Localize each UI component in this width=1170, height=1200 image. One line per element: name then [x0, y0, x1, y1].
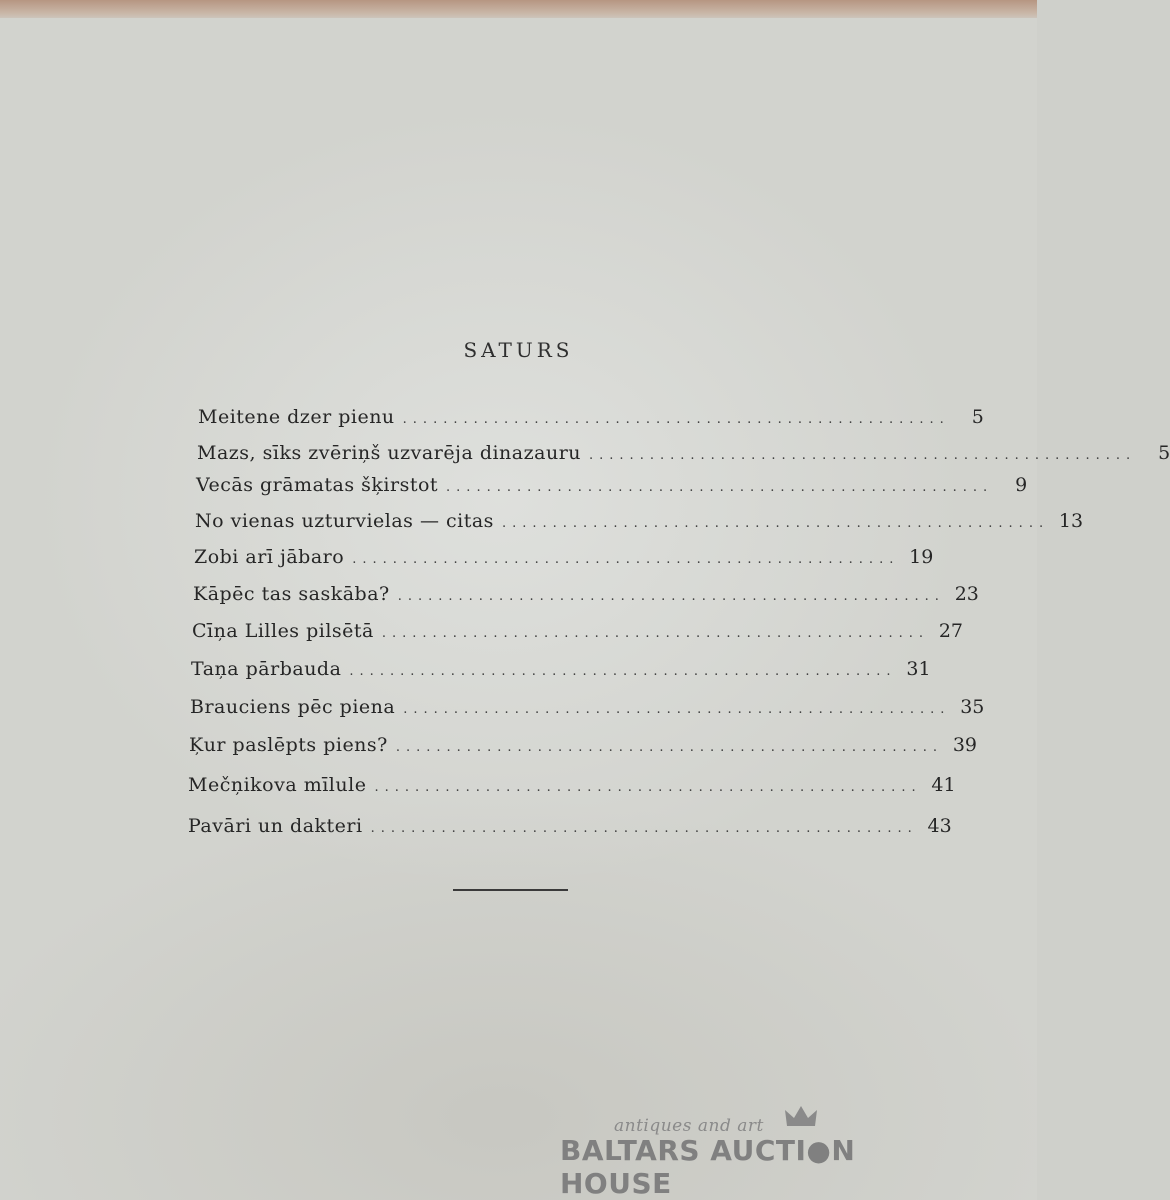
toc-entry-page: 39 [952, 734, 978, 756]
toc-entry-title: Meitene dzer pienu [198, 406, 395, 428]
toc-entry [198, 406, 984, 434]
toc-entry-title: Kāpēc tas saskāba? [193, 583, 390, 605]
auction-watermark [560, 1110, 960, 1200]
toc-entry-title: Vecās grāmatas šķirstot [196, 474, 439, 496]
toc-entry [188, 774, 956, 802]
toc-entry-title: Ķur paslēpts piens? [189, 734, 388, 756]
toc-entry-page: 31 [906, 658, 931, 680]
watermark-tagline: antiques and art [614, 1116, 764, 1136]
toc-entry [190, 696, 985, 724]
toc-entry [193, 583, 979, 611]
toc-entry [192, 620, 964, 648]
toc-entry-page: 19 [909, 546, 934, 568]
toc-entry-title: Pavāri un dakteri [188, 815, 363, 837]
closing-rule [453, 889, 568, 891]
toc-entry-title: No vienas uzturvielas — citas [195, 510, 494, 532]
toc-entry [189, 734, 978, 762]
crown-icon [784, 1104, 818, 1130]
toc-entry-page: 41 [931, 774, 956, 796]
dot-leader: ...................................................... [446, 480, 994, 495]
watermark-name: BALTARS AUCTI●N HOUSE [560, 1134, 856, 1200]
toc-entry-page: 9 [1015, 474, 1028, 496]
dot-leader: ...................................................... [381, 626, 930, 641]
dot-leader: ...................................................... [397, 589, 945, 604]
toc-entry-page: 5 [1158, 442, 1170, 464]
toc-entry-page: 35 [960, 696, 985, 718]
dot-leader: ...................................................... [402, 412, 950, 427]
toc-entry-title: Taņa pārbauda [191, 658, 342, 680]
toc-entry-title: Brauciens pēc piena [190, 696, 396, 718]
toc-entry-title: Mečņikova mīlule [188, 774, 367, 796]
dot-leader: ...................................................... [403, 702, 951, 717]
dot-leader: ...................................................... [349, 664, 897, 679]
toc-entry-page: 23 [954, 583, 979, 605]
toc-entry-title: Cīņa Lilles pilsētā [192, 620, 374, 642]
toc-entry-title: Zobi arī jābaro [194, 546, 345, 568]
contents-heading: SATURS [463, 338, 574, 362]
toc-entry [191, 658, 931, 686]
toc-entry [195, 510, 1084, 538]
dot-leader: ...................................................... [352, 552, 900, 567]
toc-entry [194, 546, 934, 574]
toc-entry-page: 43 [927, 815, 952, 837]
toc-entry [197, 442, 1170, 470]
toc-entry-page: 13 [1058, 510, 1084, 532]
toc-entry [188, 815, 952, 843]
dot-leader: ...................................................... [374, 780, 922, 795]
dot-leader: ...................................................... [395, 740, 944, 755]
dot-leader: ...................................................... [589, 448, 1137, 463]
dot-leader: ...................................................... [370, 821, 918, 836]
toc-entry [196, 474, 1028, 502]
toc-entry-title: Mazs, sīks zvēriņš uzvarēja dinazauru [197, 442, 582, 464]
dot-leader: ...................................................... [501, 516, 1050, 531]
toc-entry-page: 5 [971, 406, 984, 428]
toc-entry-page: 27 [938, 620, 964, 642]
